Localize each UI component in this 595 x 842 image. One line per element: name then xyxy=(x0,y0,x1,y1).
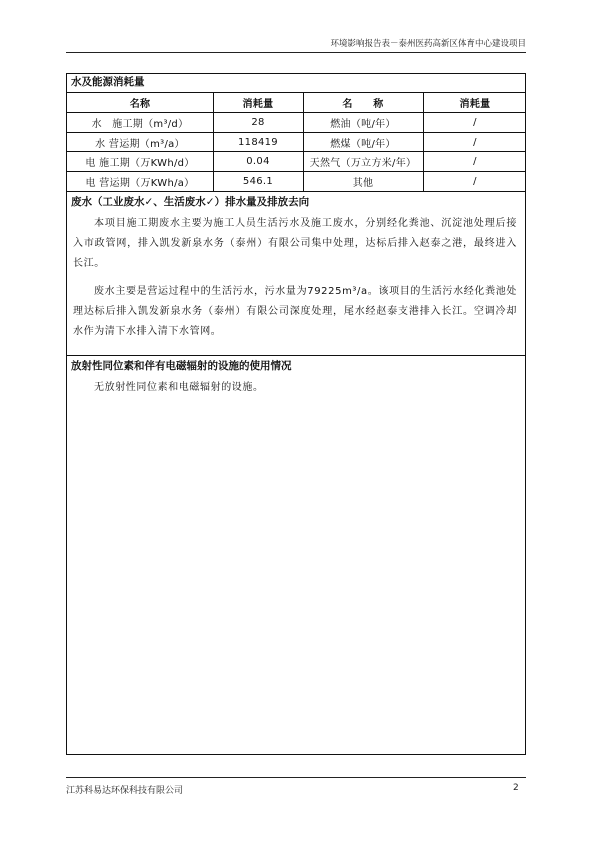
table-row xyxy=(67,133,525,152)
col-header-name2: 名 称 xyxy=(342,99,384,110)
row-name2: 其他 xyxy=(352,178,374,189)
row-name: 电 施工期（万KWh/d） xyxy=(85,158,195,169)
row-value2: / xyxy=(473,176,477,187)
energy-section-title: 水及能源消耗量 xyxy=(71,76,145,88)
wastewater-paragraph-2: 废水主要是营运过程中的生活污水，污水量为79225m³/a。该项目的生活污水经化粪池处理达标后排入凯发新泉水务（泰州）有限公司深度处理，尾水经赵泰支港排入长江。空调冷却水作为清下水排入清下水管网。 xyxy=(73,286,517,337)
row-value2: / xyxy=(473,136,477,148)
radiation-paragraph: 无放射性同位素和电磁辐射的设施。 xyxy=(94,382,264,393)
row-name2: 燃煤（吨/年） xyxy=(330,138,396,150)
energy-header-row xyxy=(67,93,525,113)
row-name2: 天然气（万立方米/年） xyxy=(309,158,417,169)
row-value: 546.1 xyxy=(242,176,274,187)
wastewater-section xyxy=(67,192,525,356)
row-value2: / xyxy=(473,156,477,167)
radiation-title: 放射性同位素和伴有电磁辐射的设施的使用情况 xyxy=(71,360,292,372)
header-text: 环境影响报告表－泰州医药高新区体育中心建设项目 xyxy=(330,39,526,49)
energy-section-title-row xyxy=(67,74,525,93)
col-header-name: 名称 xyxy=(129,99,151,110)
row-name: 水 营运期（m³/a） xyxy=(95,138,185,150)
row-name2: 燃油（吨/年） xyxy=(330,119,396,130)
row-value2: / xyxy=(473,117,477,128)
footer-company: 江苏科易达环保科技有限公司 xyxy=(66,786,184,796)
grid-divider xyxy=(303,93,304,192)
page-header xyxy=(66,38,526,53)
row-name: 水 施工期（m³/d） xyxy=(91,119,189,130)
col-header-value2: 消耗量 xyxy=(459,99,491,110)
wastewater-paragraph-1: 本项目施工期废水主要为施工人员生活污水及施工废水，分别经化粪池、沉淀池处理后接入市政管网，排入凯发新泉水务（泰州）有限公司集中处理，达标后排入赵泰之港，最终进入长江。 xyxy=(73,218,517,269)
row-value: 0.04 xyxy=(246,156,270,167)
page-number: 2 xyxy=(513,783,519,793)
grid-divider xyxy=(423,93,424,192)
table-row xyxy=(67,172,525,192)
radiation-section xyxy=(67,356,525,754)
table-row xyxy=(67,113,525,133)
grid-divider xyxy=(213,93,214,192)
col-header-value: 消耗量 xyxy=(242,99,274,110)
report-table xyxy=(66,73,526,755)
table-row xyxy=(67,152,525,172)
row-value: 28 xyxy=(251,117,265,128)
footer-divider xyxy=(66,777,526,778)
wastewater-title: 废水（工业废水✓、生活废水✓）排水量及排放去向 xyxy=(71,196,310,208)
row-value: 118419 xyxy=(238,136,278,148)
row-name: 电 营运期（万KWh/a） xyxy=(85,178,195,189)
